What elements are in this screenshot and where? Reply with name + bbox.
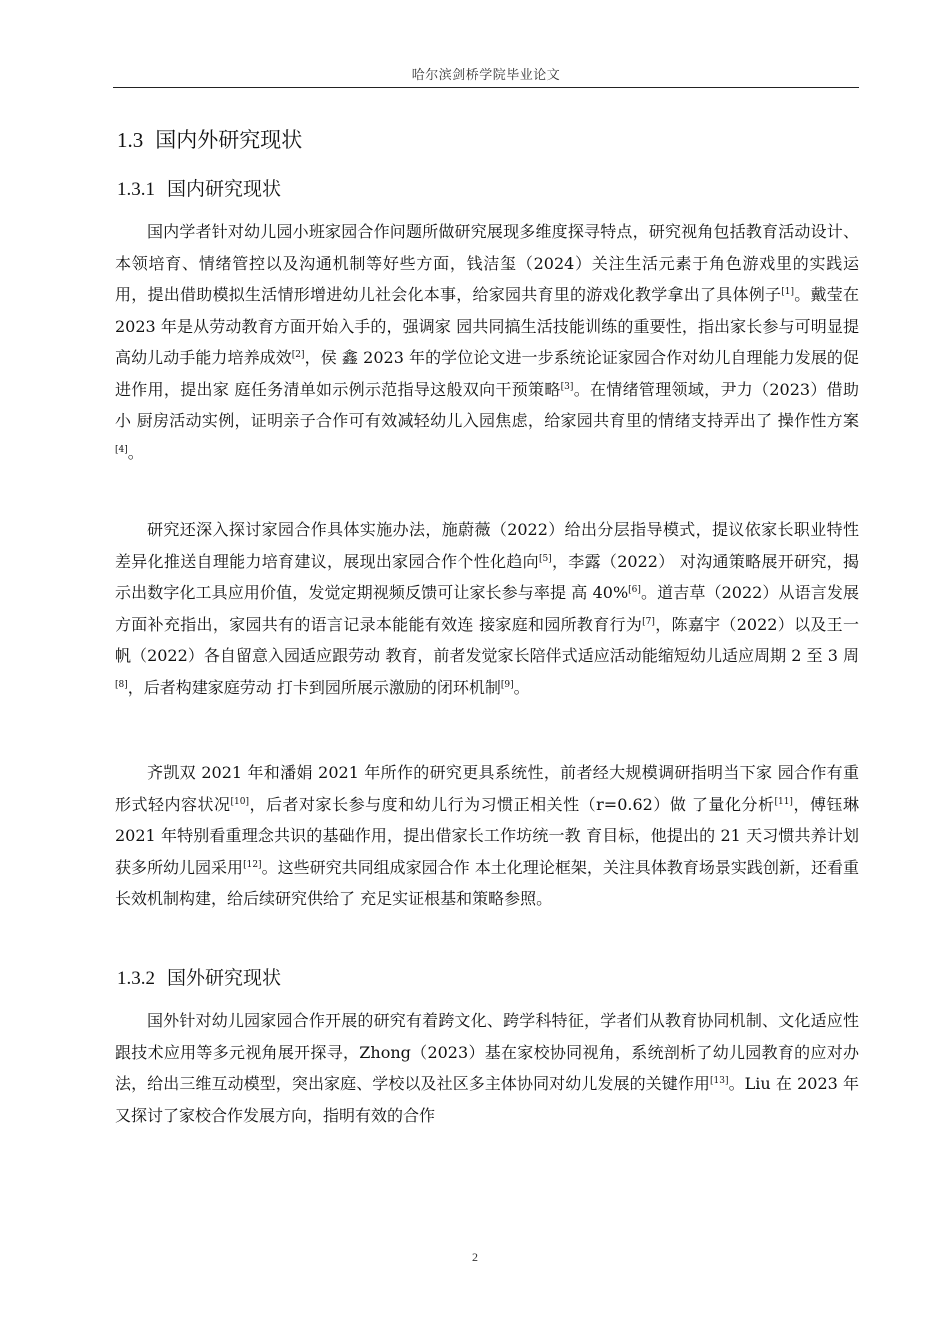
paragraph	[115, 1005, 859, 1131]
text-run: ，陈嘉宇（2022）以及王一帆（2022）各自留意入园适应跟劳动 教育，前者发觉家长陪伴式适应活动能缩短幼儿适应周期 2 至 3 周	[115, 614, 859, 665]
text-run: 。在情绪管理领域，尹力（2023）借助小 厨房活动实例，证明亲子合作可有效减轻幼儿入园焦虑，给家园共育里的情绪支持弄出了 操作性方案	[115, 379, 859, 430]
paragraph	[115, 216, 859, 468]
text-run: 。这些研究共同组成家园合作 本土化理论框架，关注具体教育场景实践创新，还看重长效机制构建，给后续研究供给了 充足实证根基和策略参照。	[115, 857, 859, 908]
citation-ref: [3]	[560, 381, 574, 392]
citation-ref: [4]	[115, 444, 128, 455]
subsection-title: 国外研究现状	[167, 967, 282, 989]
text-run: 。Liu 在 2023 年又探讨了家校合作发展方向，指明有效的合作	[115, 1074, 859, 1125]
page-header: 哈尔滨剑桥学院毕业论文	[411, 68, 561, 83]
subsection-number: 1.3.1	[117, 179, 155, 200]
citation-ref: [1]	[781, 287, 794, 297]
text-run: ，傅钰琳 2021 年特别看重理念共识的基础作用，提出借家长工作坊统一教 育目标，他提出的 21 天习惯共养计划获多所幼儿园采用	[115, 794, 859, 877]
text-run: 。	[513, 677, 530, 697]
text-run: ，李露（2022） 对沟通策略展开研究，揭示出数字化工具应用价值，发觉定期视频反馈可让家长参与率提 高 40%	[115, 551, 859, 602]
citation-ref: [7]	[642, 616, 655, 627]
subsection-heading-foreign	[117, 963, 281, 990]
citation-ref: [5]	[538, 553, 552, 564]
text-run: 齐凯双 2021 年和潘娟 2021 年所作的研究更具系统性，前者经大规模调研指明当下家 园合作有重形式轻内容状况	[115, 763, 859, 814]
citation-ref: [6]	[628, 585, 641, 595]
page-number: 2	[472, 1250, 478, 1264]
text-run: 国内学者针对幼儿园小班家园合作问题所做研究展现多维度探寻特点，研究视角包括教育活动设计、本领培育、情绪管控以及沟通机制等好些方面，钱洁玺（2024）关注生活元素于角色游戏里的实践运用，提出借助模拟生活情形增进幼儿社会化本事，给家园共育里的游戏化教学拿出了具体例子	[115, 222, 859, 304]
text-run: ，后者对家长参与度和幼儿行为习惯正相关性（r=0.62）做 了量化分析	[249, 794, 775, 814]
text-run: ，侯 鑫 2023 年的学位论文进一步系统论证家园合作对幼儿自理能力发展的促进作用，提出家 庭任务清单如示例示范指导这般双向干预策略	[115, 348, 859, 399]
header-rule	[113, 87, 859, 88]
subsection-heading-domestic	[117, 174, 281, 201]
citation-ref: [9]	[500, 679, 514, 690]
text-run: 。戴莹在 2023 年是从劳动教育方面开始入手的，强调家 园共同搞生活技能训练的重要性，指出家长参与可明显提高幼儿动手能力培养成效	[115, 285, 859, 367]
text-run: ，后者构建家庭劳动 打卡到园所展示激励的闭环机制	[127, 677, 501, 697]
citation-ref: [11]	[774, 796, 793, 807]
citation-ref: [2]	[291, 350, 305, 360]
text-run: 国外针对幼儿园家园合作开展的研究有着跨文化、跨学科特征，学者们从教育协同机制、文化适应性跟技术应用等多元视角展开探寻，Zhong（2023）基在家校协同视角，系统剖析了幼儿园教育的应对办法，给出三维互动模型，突出家庭、学校以及社区多主体协同对幼儿发展的关键作用	[115, 1011, 859, 1093]
paragraph	[115, 757, 859, 915]
text-run: 。道吉草（2022）从语言发展方面补充指出，家园共有的语言记录本能能有效连 接家庭和园所教育行为	[115, 583, 859, 634]
text-run: 研究还深入探讨家园合作具体实施办法，施蔚薇（2022）给出分层指导模式，提议依家长职业特性差异化推送自理能力培育建议，展现出家园合作个性化趋向	[115, 520, 859, 571]
citation-ref: [12]	[243, 859, 262, 870]
section-heading	[117, 124, 302, 154]
subsection-number: 1.3.2	[117, 968, 155, 989]
section-number: 1.3	[117, 128, 144, 152]
subsection-title: 国内研究现状	[167, 178, 282, 200]
paragraph	[115, 514, 859, 703]
citation-ref: [10]	[230, 796, 250, 807]
citation-ref: [8]	[115, 679, 128, 690]
section-title: 国内外研究现状	[155, 128, 303, 152]
citation-ref: [13]	[710, 1076, 729, 1086]
text-run: 。	[127, 442, 144, 462]
